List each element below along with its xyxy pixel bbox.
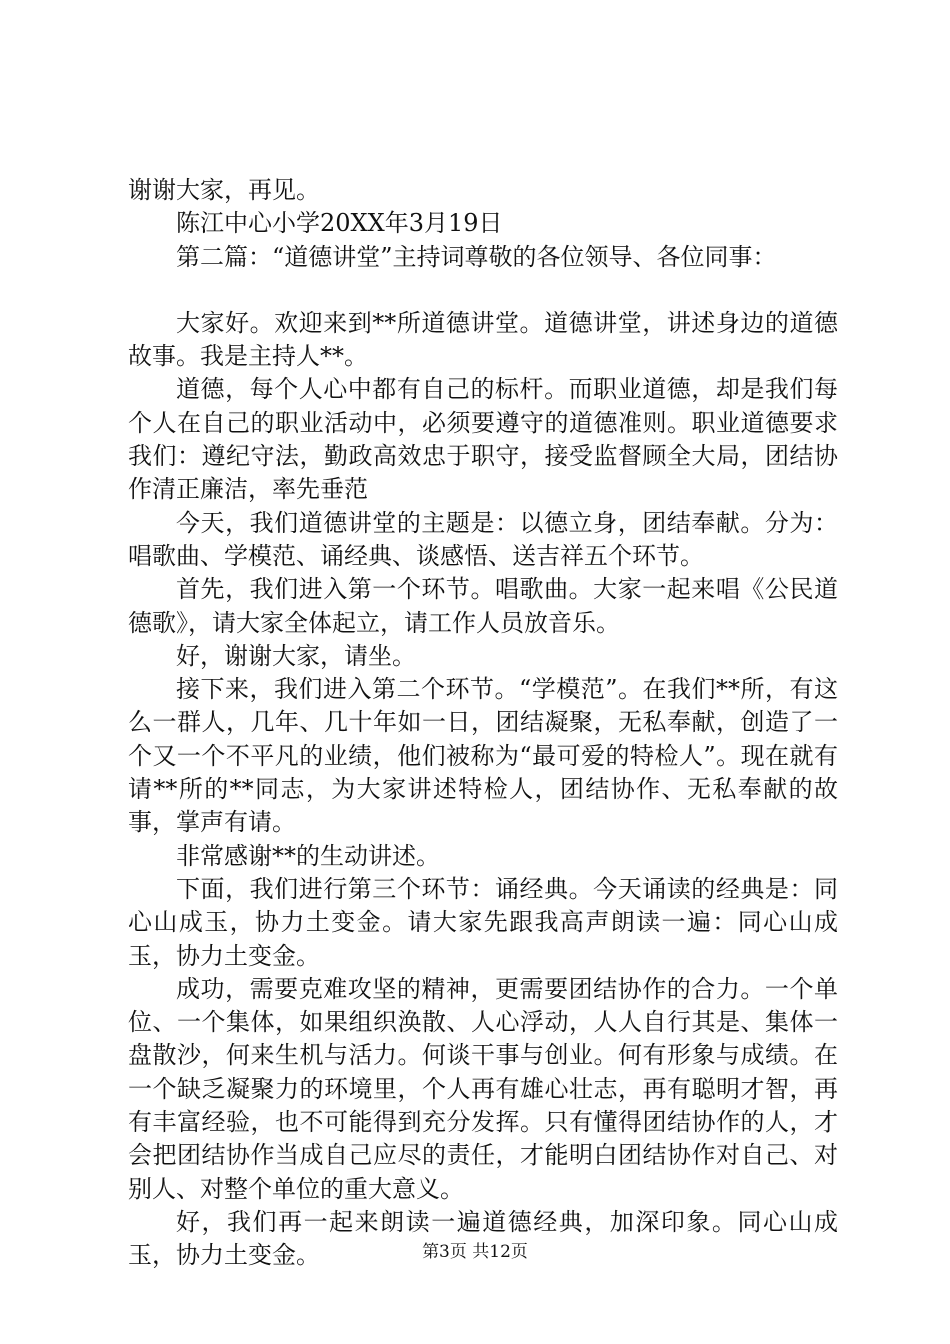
paragraph: 今天，我们道德讲堂的主题是：以德立身，团结奉献。分为：唱歌曲、学模范、诵经典、谈感悟、送吉祥五个环节。 xyxy=(128,508,838,570)
section-heading: 第二篇：“道德讲堂”主持词尊敬的各位领导、各位同事： xyxy=(176,242,777,271)
paragraph-gap xyxy=(128,274,838,307)
paragraph: 首先，我们进入第一个环节。唱歌曲。大家一起来唱《公民道德歌》，请大家全体起立，请工作人员放音乐。 xyxy=(128,575,838,637)
paragraph: 好，我们再一起来朗读一遍道德经典，加深印象。同心山成玉，协力土变金。 xyxy=(128,1207,838,1270)
document-body xyxy=(128,174,838,1273)
signature-date-line: 陈江中心小学20XX年3月19日 xyxy=(176,209,503,238)
paragraph: 成功，需要克难攻坚的精神，更需要团结协作的合力。一个单位、一个集体，如果组织涣散、人心浮动，人人自行其是、集体一盘散沙，何来生机与活力。何谈干事与创业。何有形象与成绩。在一个缺乏凝聚力的环境里，个人再有雄心壮志，再有聪明才智，再有丰富经验，也不可能得到充分发挥。只有懂得团结协作的人，才会把团结协作当成自己应尽的责任，才能明白团结协作对自己、对别人、对整个单位的重大意义。 xyxy=(128,974,838,1203)
paragraph: 非常感谢**的生动讲述。 xyxy=(176,841,440,870)
paragraph: 道德，每个人心中都有自己的标杆。而职业道德，却是我们每个人在自己的职业活动中，必须要遵守的道德准则。职业道德要求我们：遵纪守法，勤政高效忠于职守，接受监督顾全大局，团结协作清正廉洁，率先垂范 xyxy=(128,375,838,504)
closing-line: 谢谢大家，再见。 xyxy=(128,176,320,204)
paragraph: 大家好。欢迎来到**所道德讲堂。道德讲堂，讲述身边的道德故事。我是主持人**。 xyxy=(128,308,838,371)
page-footer xyxy=(0,1240,950,1264)
paragraph: 好，谢谢大家，请坐。 xyxy=(176,641,416,670)
paragraph: 接下来，我们进入第二个环节。“学模范”。在我们**所，有这么一群人，几年、几十年如一日，团结凝聚，无私奉献，创造了一个又一个不平凡的业绩，他们被称为“最可爱的特检人”。现在就有请**所的**同志，为大家讲述特检人，团结协作、无私奉献的故事，掌声有请。 xyxy=(128,675,838,837)
page-number-label: 第3页 共12页 xyxy=(422,1242,528,1262)
paragraph: 下面，我们进行第三个环节：诵经典。今天诵读的经典是：同心山成玉，协力土变金。请大家先跟我高声朗读一遍：同心山成玉，协力土变金。 xyxy=(128,874,838,970)
